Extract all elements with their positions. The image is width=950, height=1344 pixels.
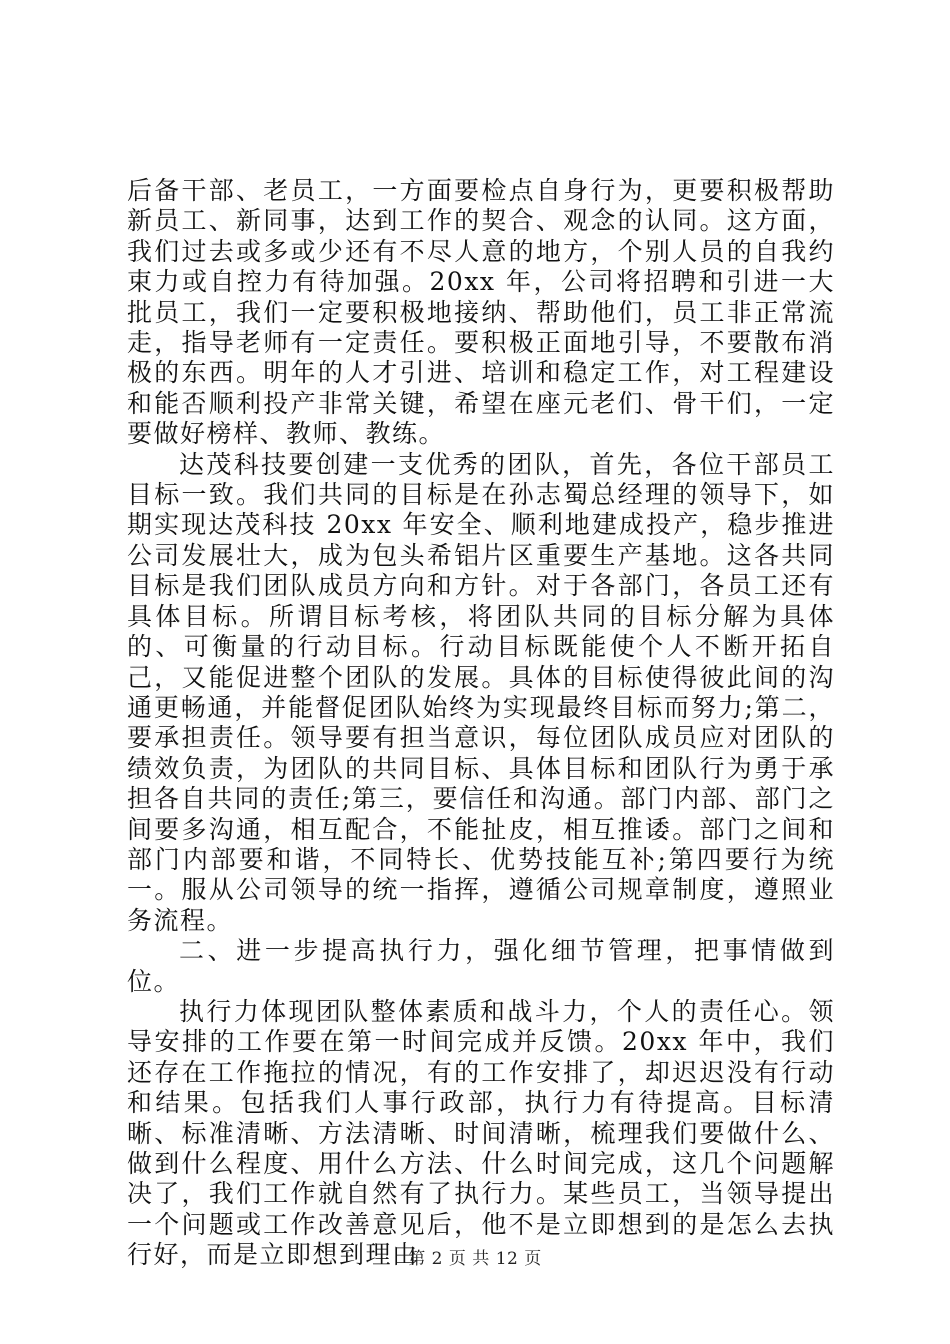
page-number-footer: 第 2 页 共 12 页 xyxy=(408,1249,542,1269)
paragraph-3: 执行力体现团队整体素质和战斗力，个人的责任心。领导安排的工作要在第一时间完成并反馈。20xx 年中，我们还存在工作拖拉的情况，有的工作安排了，却迟迟没有行动和结果。包括我们人事行政部，执行力有待提高。目标清晰、标准清晰、方法清晰、时间清晰，梳理我们要做什么、做到什么程度、用什么方法、什么时间完成，这几个问题解决了，我们工作就自然有了执行力。某些员工，当领导提出一个问题或工作改善意见后，他不是立即想到的是怎么去执行好，而是立即想到理由 xyxy=(127,996,835,1270)
paragraph-1: 后备干部、老员工，一方面要检点自身行为，更要积极帮助新员工、新同事，达到工作的契合、观念的认同。这方面，我们过去或多或少还有不尽人意的地方，个别人员的自我约束力或自控力有待加强。20xx 年，公司将招聘和引进一大批员工，我们一定要积极地接纳、帮助他们，员工非正常流走，指导老师有一定责任。要积极正面地引导，不要散布消极的东西。明年的人才引进、培训和稳定工作，对工程建设和能否顺利投产非常关键，希望在座元老们、骨干们，一定要做好榜样、教师、教练。 xyxy=(127,176,835,449)
section-heading-2: 二、进一步提高执行力，强化细节管理，把事情做到位。 xyxy=(127,936,835,996)
paragraph-2: 达茂科技要创建一支优秀的团队，首先，各位干部员工目标一致。我们共同的目标是在孙志蜀总经理的领导下，如期实现达茂科技 20xx 年安全、顺利地建成投产，稳步推进公司发展壮大，成为包头希铝片区重要生产基地。这各共同目标是我们团队成员方向和方针。对于各部门，各员工还有具体目标。所谓目标考核，将团队共同的目标分解为具体的、可衡量的行动目标。行动目标既能使个人不断开拓自己，又能促进整个团队的发展。具体的目标使得彼此间的沟通更畅通，并能督促团队始终为实现最终目标而努力;第二，要承担责任。领导要有担当意识，每位团队成员应对团队的绩效负责，为团队的共同目标、具体目标和团队行为勇于承担各自共同的责任;第三，要信任和沟通。部门内部、部门之间要多沟通，相互配合，不能扯皮，相互推诿。部门之间和部门内部要和谐，不同特长、优势技能互补;第四要行为统一。服从公司领导的统一指挥，遵循公司规章制度，遵照业务流程。 xyxy=(127,449,835,935)
document-body xyxy=(127,176,835,1271)
